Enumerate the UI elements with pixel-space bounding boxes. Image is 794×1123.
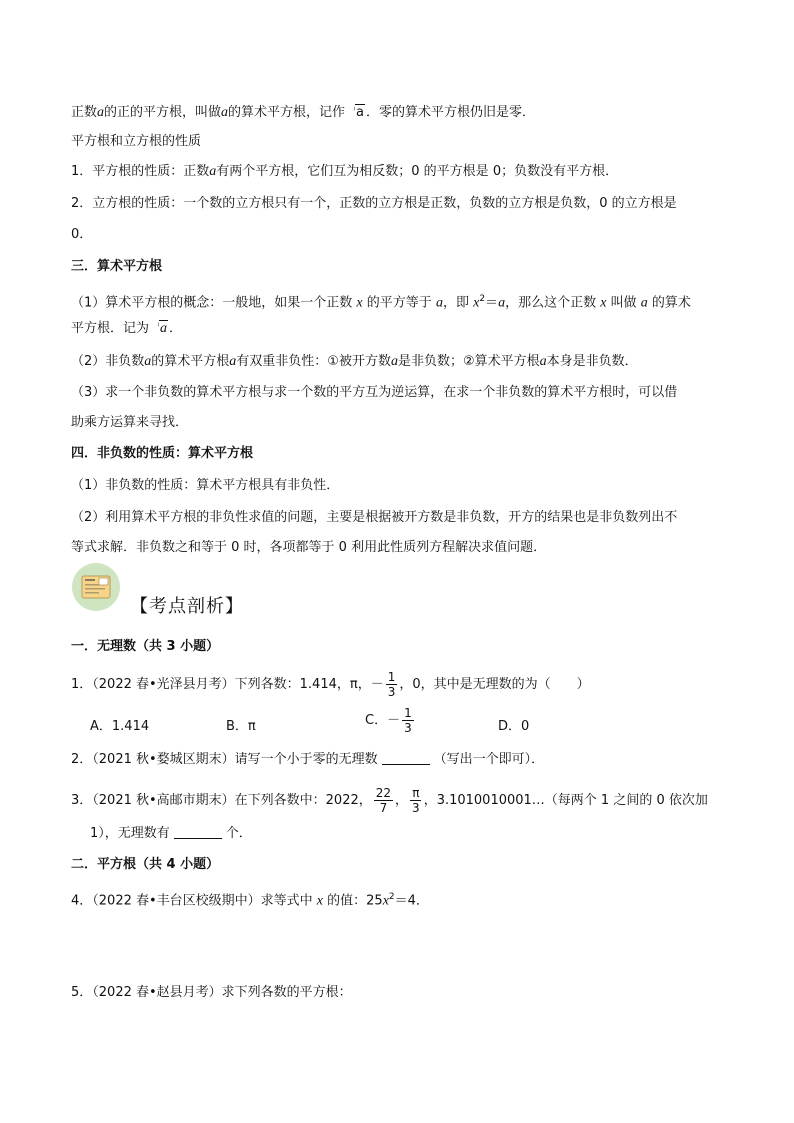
section4-p2-line1: （2）利用算术平方根的非负性求值的问题，主要是根据被开方数是非负数，开方的结果也是非负数列出不: [71, 510, 678, 525]
denominator: 3: [387, 685, 396, 699]
numerator: 22: [375, 786, 392, 800]
var-x: x: [356, 295, 363, 311]
radicand: a: [160, 321, 168, 336]
text: ＝4．: [394, 893, 429, 909]
question-4: [71, 887, 429, 911]
text: 正数: [71, 105, 98, 120]
intro-line-1: [71, 103, 535, 123]
var-x: x: [316, 893, 324, 909]
var-a: a: [209, 164, 217, 179]
kaodian-title: 【考点剖析】: [130, 596, 244, 617]
fraction-pi-3: [410, 786, 422, 815]
text: 平方根．记为: [71, 321, 150, 336]
section-heading-4: 四．非负数的性质：算术平方根: [71, 446, 254, 461]
radicand: a: [356, 105, 365, 120]
text: （2）非负数: [71, 354, 145, 369]
section4-p2-line2: 等式求解．非负数之和等于 0 时，各项都等于 0 利用此性质列方程解决求值问题．: [71, 540, 547, 555]
section3-p1-line1: [71, 289, 691, 313]
text: 叫做: [610, 295, 637, 311]
text: ，3.1010010001…（每两个 1 之间的 0 依次加: [423, 793, 708, 808]
text: 1．（2022 春•光泽县月考）下列各数：1.414，π，－: [71, 677, 384, 692]
intro-line-4: 2．立方根的性质：一个数的立方根只有一个，正数的立方根是正数，负数的立方根是负数，0 的立方根是: [71, 196, 677, 211]
intro-line-3: [71, 162, 618, 182]
denominator: 3: [404, 721, 412, 735]
text: 的算术平方根，记作: [228, 105, 346, 120]
text: ＝: [485, 295, 499, 311]
fraction-22-7: [374, 786, 393, 815]
intro-line-2: 平方根和立方根的性质: [71, 134, 202, 149]
question-3: [71, 786, 708, 815]
text: （写出一个即可）．: [433, 752, 545, 767]
text: （1）算术平方根的概念：一般地，如果一个正数: [71, 295, 353, 311]
text: 本身是非负数．: [546, 354, 638, 369]
text: ，0，其中是无理数的为（ ）: [399, 677, 590, 692]
text: 1．平方根的性质：正数: [71, 164, 210, 179]
text: 4．（2022 春•丰台区校级期中）求等式中: [71, 893, 313, 909]
text: ．零的算术平方根仍旧是零．: [366, 105, 536, 120]
text: 的平方等于: [366, 295, 432, 311]
var-a: a: [221, 105, 229, 120]
section-heading-3: 三．算术平方根: [71, 259, 163, 274]
exponent: 2: [388, 892, 395, 902]
section3-p3-line2: 助乘方运算来寻找．: [71, 415, 189, 430]
var-x: x: [382, 893, 389, 909]
option-d: D．0: [498, 719, 530, 734]
text: 的值：25: [327, 893, 383, 909]
text: ，那么这个正数: [505, 295, 597, 311]
var-a: a: [498, 295, 506, 311]
question-2: [71, 750, 544, 770]
text: 的算术平方根: [151, 354, 230, 369]
numerator: 1: [387, 670, 396, 684]
fraction-one-third: [402, 706, 414, 735]
option-c: [365, 706, 416, 735]
var-a: a: [229, 354, 237, 369]
question-section-1: 一．无理数（共 3 小题）: [71, 639, 220, 654]
question-1: [71, 670, 590, 699]
denominator: 3: [412, 801, 420, 815]
numerator: π: [412, 786, 420, 800]
question-3-cont: [90, 824, 252, 844]
section3-p2: [71, 352, 638, 372]
answer-blank[interactable]: [174, 824, 222, 839]
text: 个．: [225, 826, 252, 841]
intro-line-5: 0．: [71, 227, 93, 242]
answer-blank[interactable]: [382, 750, 430, 765]
text: 3．（2021 秋•高邮市期末）在下列各数中：2022，: [71, 793, 372, 808]
section3-p3-line1: （3）求一个非负数的算术平方根与求一个数的平方互为逆运算，在求一个非负数的算术平方根时，可以借: [71, 385, 678, 400]
section3-p1-line2: [71, 319, 182, 339]
fraction-one-third: [386, 670, 398, 699]
notebook-icon: [72, 563, 120, 611]
var-a: a: [390, 354, 398, 369]
text: ．: [169, 321, 183, 336]
text: 1），无理数有: [90, 826, 170, 841]
text: 2．（2021 秋•婺城区期末）请写一个小于零的无理数: [71, 752, 378, 767]
sqrt-a: [346, 103, 365, 123]
option-b: B．π: [226, 719, 256, 734]
var-a: a: [144, 354, 152, 369]
text: ，: [395, 793, 409, 808]
option-a: A．1.414: [90, 719, 150, 734]
text: 是非负数；②算术平方根: [397, 354, 540, 369]
question-5: 5．（2022 春•赵县月考）求下列各数的平方根：: [71, 985, 352, 1000]
numerator: 1: [404, 706, 412, 720]
text: 的算术: [651, 295, 691, 311]
text: 有两个平方根，它们互为相反数；0 的平方根是 0；负数没有平方根．: [216, 164, 619, 179]
sqrt-a: [150, 319, 168, 339]
var-x: x: [600, 295, 607, 311]
text: ，即: [442, 295, 469, 311]
var-a: a: [539, 354, 547, 369]
denominator: 7: [379, 801, 388, 815]
text: C．－: [365, 713, 401, 728]
var-a: a: [435, 295, 443, 311]
question-section-2: 二．平方根（共 4 小题）: [71, 857, 220, 872]
text: 的正的平方根，叫做: [104, 105, 222, 120]
section4-p1: （1）非负数的性质：算术平方根具有非负性．: [71, 478, 340, 493]
var-x: x: [473, 295, 480, 311]
exponent: 2: [479, 294, 486, 304]
var-a: a: [97, 105, 105, 120]
text: 有双重非负性：①被开方数: [236, 354, 391, 369]
var-a: a: [640, 295, 648, 311]
